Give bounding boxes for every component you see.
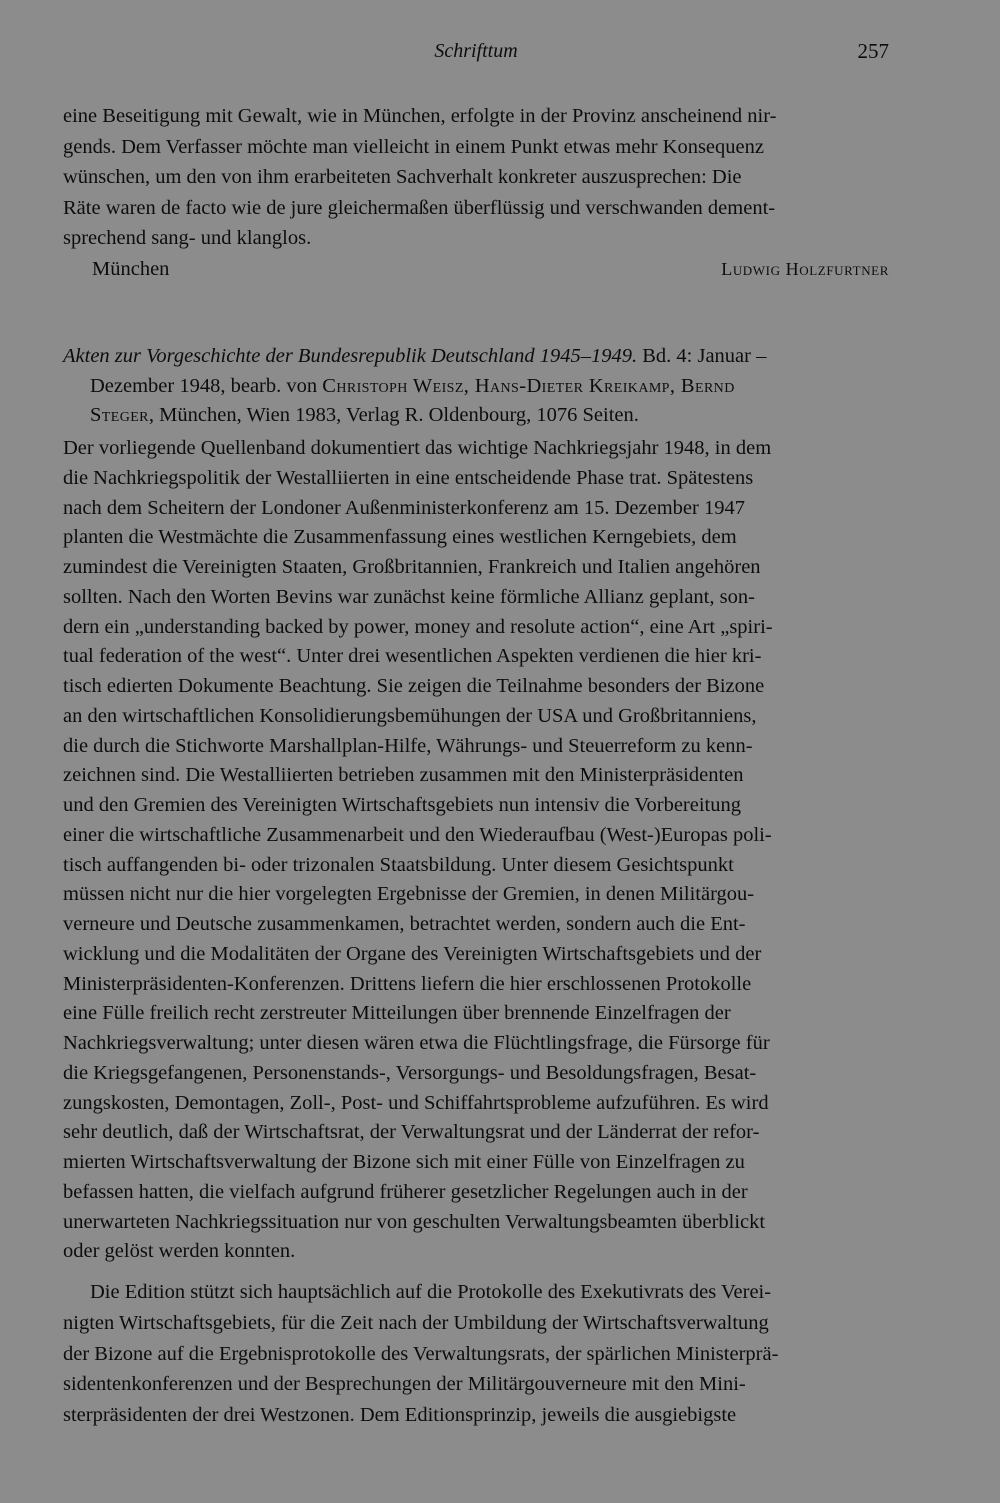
text-line: die durch die Stichworte Marshallplan-Hilfe, Währungs- und Steuerreform zu kenn- [63, 734, 753, 757]
text-line: müssen nicht nur die hier vorgelegten Ergebnisse der Gremien, in denen Militärgou- [63, 883, 755, 906]
text-line: eine Fülle freilich recht zerstreuter Mitteilungen über brennende Einzelfragen der [63, 1002, 731, 1025]
text-line: Ministerpräsidenten-Konferenzen. Drittens liefern die hier erschlossenen Protokolle [63, 972, 752, 995]
text-line: zumindest die Vereinigten Staaten, Großbritannien, Frankreich und Italien angehören [63, 556, 761, 578]
text-line: unerwarteten Nachkriegssituation nur von geschulten Verwaltungsbeamten überblickt [63, 1210, 766, 1233]
text-line: sollten. Nach den Worten Bevins war zunächst keine förmliche Allianz geplant, son- [63, 585, 755, 608]
text-line: die Kriegsgefangenen, Personenstands-, Versorgungs- und Besoldungsfragen, Besat- [63, 1061, 757, 1084]
text-line: tual federation of the west“. Unter drei wesentlichen Aspekten verdienen die hier kri- [63, 645, 762, 668]
page-number: 257 [857, 39, 889, 63]
text-line: sehr deutlich, daß der Wirtschaftsrat, der Verwaltungsrat und der Länderrat der refor- [63, 1121, 760, 1144]
running-head: Schrifttum [434, 40, 518, 62]
text-line: und den Gremien des Vereinigten Wirtschaftsgebiets nun intensiv die Vorbereitung [63, 794, 742, 816]
text-line: befassen hatten, die vielfach aufgrund früherer gesetzlicher Regelungen auch in der [63, 1180, 748, 1203]
text-line: zeichnen sind. Die Westalliierten betrieben zusammen mit den Ministerpräsidenten [63, 764, 744, 787]
text-line: planten die Westmächte die Zusammenfassung eines westlichen Kerngebiets, dem [63, 526, 737, 549]
text-line: tisch edierten Dokumente Beachtung. Sie zeigen die Teilnahme besonders der Bizone [63, 675, 765, 697]
text-line: wünschen, um den von ihm erarbeiteten Sachverhalt konkreter auszusprechen: Die [63, 166, 742, 189]
text-line: wicklung und die Modalitäten der Organe des Vereinigten Wirtschaftsgebiets und der [63, 942, 762, 965]
text-line: der Bizone auf die Ergebnisprotokolle des Verwaltungsrats, der spärlichen Ministerprä- [63, 1342, 779, 1365]
citation-edited-by: Dezember 1948, bearb. von [90, 375, 323, 397]
text-line: dern ein „understanding backed by power, money and resolute action“, eine Art „spiri- [63, 615, 773, 638]
citation-line-1 [63, 341, 889, 371]
text-line: sterpräsidenten der drei Westzonen. Dem Editionsprinzip, jeweils die ausgiebigste [63, 1404, 737, 1426]
text-line: Der vorliegende Quellenband dokumentiert das wichtige Nachkriegsjahr 1948, in dem [63, 437, 772, 459]
citation-editors: Christoph Weisz, Hans-Dieter Kreikamp, Bernd [322, 375, 735, 397]
text-line: sprechend sang- und klanglos. [63, 227, 312, 250]
text-line: eine Beseitigung mit Gewalt, wie in München, erfolgte in der Provinz anscheinend nir- [63, 105, 777, 127]
citation-line-2 [90, 371, 889, 401]
citation-line-3 [90, 400, 889, 430]
text-line: die Nachkriegspolitik der Westalliierten in eine entscheidende Phase trat. Spätestens [63, 466, 754, 489]
review-place: München [92, 258, 170, 280]
text-line: nach dem Scheitern der Londoner Außenministerkonferenz am 15. Dezember 1947 [63, 496, 745, 519]
text-line: mierten Wirtschaftsverwaltung der Bizone sich mit einer Fülle von Einzelfragen zu [63, 1151, 745, 1173]
text-line: oder gelöst werden konnten. [63, 1240, 296, 1263]
text-line: gends. Dem Verfasser möchte man vielleicht in einem Punkt etwas mehr Konsequenz [63, 135, 764, 158]
text-line: Räte waren de facto wie de jure gleichermaßen überflüssig und verschwanden dement- [63, 196, 776, 219]
text-line: tisch auffangenden bi- oder trizonalen Staatsbildung. Unter diesem Gesichtspunkt [63, 853, 734, 876]
text-line: Nachkriegsverwaltung; unter diesen wären etwa die Flüchtlingsfrage, die Fürsorge für [63, 1032, 770, 1054]
text-line: verneure und Deutsche zusammenkamen, betrachtet werden, sondern auch die Ent- [63, 913, 746, 935]
text-line: zungskosten, Demontagen, Zoll-, Post- und Schiffahrtsprobleme aufzuführen. Es wird [63, 1091, 769, 1114]
reviewer-name: Ludwig Holzfurtner [721, 259, 889, 279]
citation-publication: , München, Wien 1983, Verlag R. Oldenbourg, 1076 Seiten. [148, 404, 639, 426]
citation-editor-last: Steger [90, 404, 149, 426]
citation-title: Akten zur Vorgeschichte der Bundesrepublik Deutschland 1945–1949. [63, 345, 638, 367]
text-line: an den wirtschaftlichen Konsolidierungsbemühungen der USA und Großbritanniens, [63, 704, 757, 727]
text-line: nigten Wirtschaftsgebiets, für die Zeit nach der Umbildung der Wirtschaftsverwaltung [63, 1311, 769, 1334]
page-header [63, 36, 889, 66]
text-line: sidentenkonferenzen und der Besprechungen der Militärgouverneure mit den Mini- [63, 1373, 746, 1396]
text-line: einer die wirtschaftliche Zusammenarbeit und den Wiederaufbau (West-)Europas poli- [63, 823, 772, 846]
citation-volume: Bd. 4: Januar – [637, 345, 767, 367]
text-line: Die Edition stützt sich hauptsächlich auf die Protokolle des Exekutivrats des Verei- [90, 1281, 772, 1303]
